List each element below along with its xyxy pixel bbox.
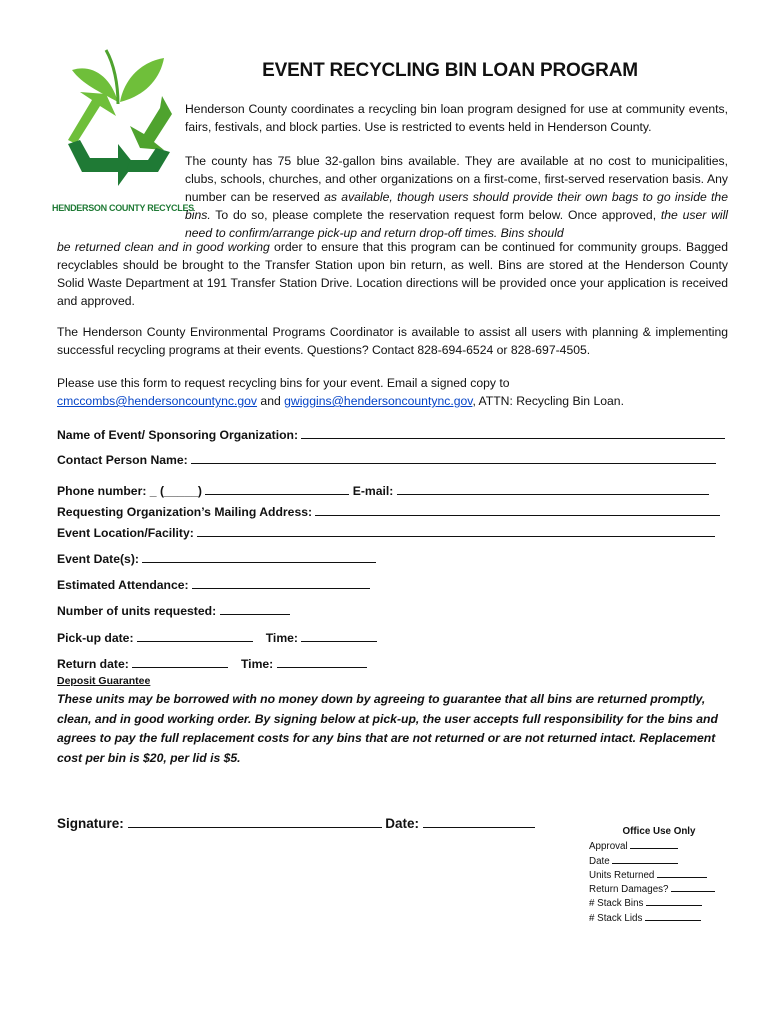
email-input[interactable] — [397, 483, 709, 495]
signature-date-input[interactable] — [423, 815, 535, 828]
attendance-label: Estimated Attendance: — [57, 578, 189, 592]
contact-label: Contact Person Name: — [57, 453, 188, 467]
signature-row — [57, 815, 535, 831]
office-return-damages-label: Return Damages? — [589, 884, 669, 896]
page-title: EVENT RECYCLING BIN LOAN PROGRAM — [262, 60, 638, 81]
units-field — [57, 603, 290, 618]
phone-area-code[interactable]: _ (_____) — [149, 484, 202, 498]
phone-label: Phone number: — [57, 484, 147, 498]
office-use-heading: Office Use Only — [622, 826, 696, 837]
bins-paragraph-bottom — [57, 238, 728, 310]
pickup-time-input[interactable] — [301, 630, 377, 642]
event-org-input[interactable] — [301, 427, 725, 439]
intro-paragraph: Henderson County coordinates a recycling bin loan program designed for use at community events, fairs, festivals, and block parties. Use is restricted to events held in Henderson County. — [185, 102, 728, 134]
office-stack-bins — [589, 897, 729, 911]
attendance-field — [57, 577, 370, 592]
pickup-date-input[interactable] — [137, 630, 253, 642]
submit-paragraph — [57, 374, 728, 410]
office-units-returned-label: Units Returned — [589, 869, 655, 881]
recycle-icon — [60, 44, 178, 194]
bins-text-italic-3: be returned clean and in good working — [57, 240, 270, 254]
email-label: E-mail: — [352, 484, 394, 498]
deposit-heading: Deposit Guarantee — [57, 675, 151, 687]
office-use-box — [589, 825, 729, 926]
units-input[interactable] — [220, 603, 290, 615]
logo-text: HENDERSON COUNTY RECYCLES — [52, 203, 194, 213]
return-time-label: Time: — [240, 657, 274, 671]
mailing-input[interactable] — [315, 504, 720, 516]
attn-text: , ATTN: Recycling Bin Loan. — [472, 394, 624, 408]
email-link-gwiggins[interactable]: gwiggins@hendersoncountync.gov — [284, 394, 473, 408]
office-stack-lids — [589, 912, 729, 926]
office-date-label: Date — [589, 855, 610, 867]
pickup-time-label: Time: — [265, 631, 298, 645]
dates-field — [57, 551, 376, 566]
office-date-line[interactable] — [612, 855, 678, 864]
pickup-label: Pick-up date: — [57, 631, 134, 645]
and-text: and — [257, 394, 285, 408]
office-approval-line[interactable] — [630, 840, 678, 849]
office-return-damages-line[interactable] — [671, 883, 715, 892]
attendance-input[interactable] — [192, 577, 370, 589]
signature-label: Signature: — [57, 816, 124, 831]
office-stack-lids-label: # Stack Lids — [589, 912, 643, 924]
office-stack-bins-line[interactable] — [646, 897, 702, 906]
contact-input[interactable] — [191, 452, 716, 464]
office-units-returned-line[interactable] — [657, 869, 707, 878]
office-stack-bins-label: # Stack Bins — [589, 898, 644, 910]
pickup-field — [57, 630, 377, 645]
bins-text-italic-2: the user will need to confirm/arrange pick-up and return drop-off times. Bins should — [185, 208, 728, 240]
office-stack-lids-line[interactable] — [645, 912, 701, 921]
office-return-damages — [589, 883, 729, 897]
mailing-label: Requesting Organization’s Mailing Address: — [57, 505, 313, 519]
event-org-label: Name of Event/ Sponsoring Organization: — [57, 428, 299, 442]
bins-text-1: The county has 75 blue 32-gallon bins available. They are available at no cost to municipalities, clubs, schools, churches, and other organizations on a first-come, first-served reservation basis. Any number can be reserved — [185, 154, 728, 204]
phone-email-field — [57, 483, 709, 498]
bins-paragraph-top — [185, 152, 728, 242]
location-label: Event Location/Facility: — [57, 526, 194, 540]
dates-label: Event Date(s): — [57, 552, 139, 566]
email-link-cmccombs[interactable]: cmccombs@hendersoncountync.gov — [57, 394, 258, 408]
bins-text-italic-1: as available, though users should provide their own bags to go inside the bins. — [185, 190, 728, 222]
location-input[interactable] — [197, 525, 715, 537]
return-date-input[interactable] — [132, 656, 228, 668]
coordinator-paragraph: The Henderson County Environmental Programs Coordinator is available to assist all users with planning & implementing successful recycling programs at their events. Questions? Contact 828-694-6524 or 828-697-4505. — [57, 325, 728, 357]
phone-input[interactable] — [205, 483, 349, 495]
office-date — [589, 855, 729, 869]
event-org-field — [57, 427, 725, 442]
office-units-returned — [589, 869, 729, 883]
submit-text: Please use this form to request recycling bins for your event. Email a signed copy to — [57, 376, 510, 390]
units-label: Number of units requested: — [57, 604, 217, 618]
bins-text-2: To do so, please complete the reservation request form below. Once approved, — [210, 208, 661, 222]
date-label: Date: — [385, 816, 420, 831]
mailing-field — [57, 504, 720, 519]
deposit-text: These units may be borrowed with no money down by agreeing to guarantee that all bins are returned promptly, clean, and in good working order. By signing below at pick-up, the user accepts full responsibility for the bins and agrees to pay the full replacement costs for any bins that are not returned or are not returned intact. Replacement cost per bin is $20, per lid is $5. — [57, 692, 718, 765]
office-approval — [589, 840, 729, 854]
signature-input[interactable] — [128, 815, 382, 828]
location-field — [57, 525, 715, 540]
bins-text-3: order to ensure that this program can be continued for community groups. Bagged recyclables should be brought to the Transfer Station upon bin return, as well. Bins are stored at the Henderson County Solid Waste Department at 191 Transfer Station Drive. Location directions will be provided once your application is received and approved. — [57, 240, 728, 308]
office-approval-label: Approval — [589, 841, 628, 853]
dates-input[interactable] — [142, 551, 376, 563]
henderson-county-recycles-logo — [52, 44, 194, 216]
return-time-input[interactable] — [277, 656, 367, 668]
return-field — [57, 656, 367, 671]
return-label: Return date: — [57, 657, 129, 671]
contact-field — [57, 452, 716, 467]
